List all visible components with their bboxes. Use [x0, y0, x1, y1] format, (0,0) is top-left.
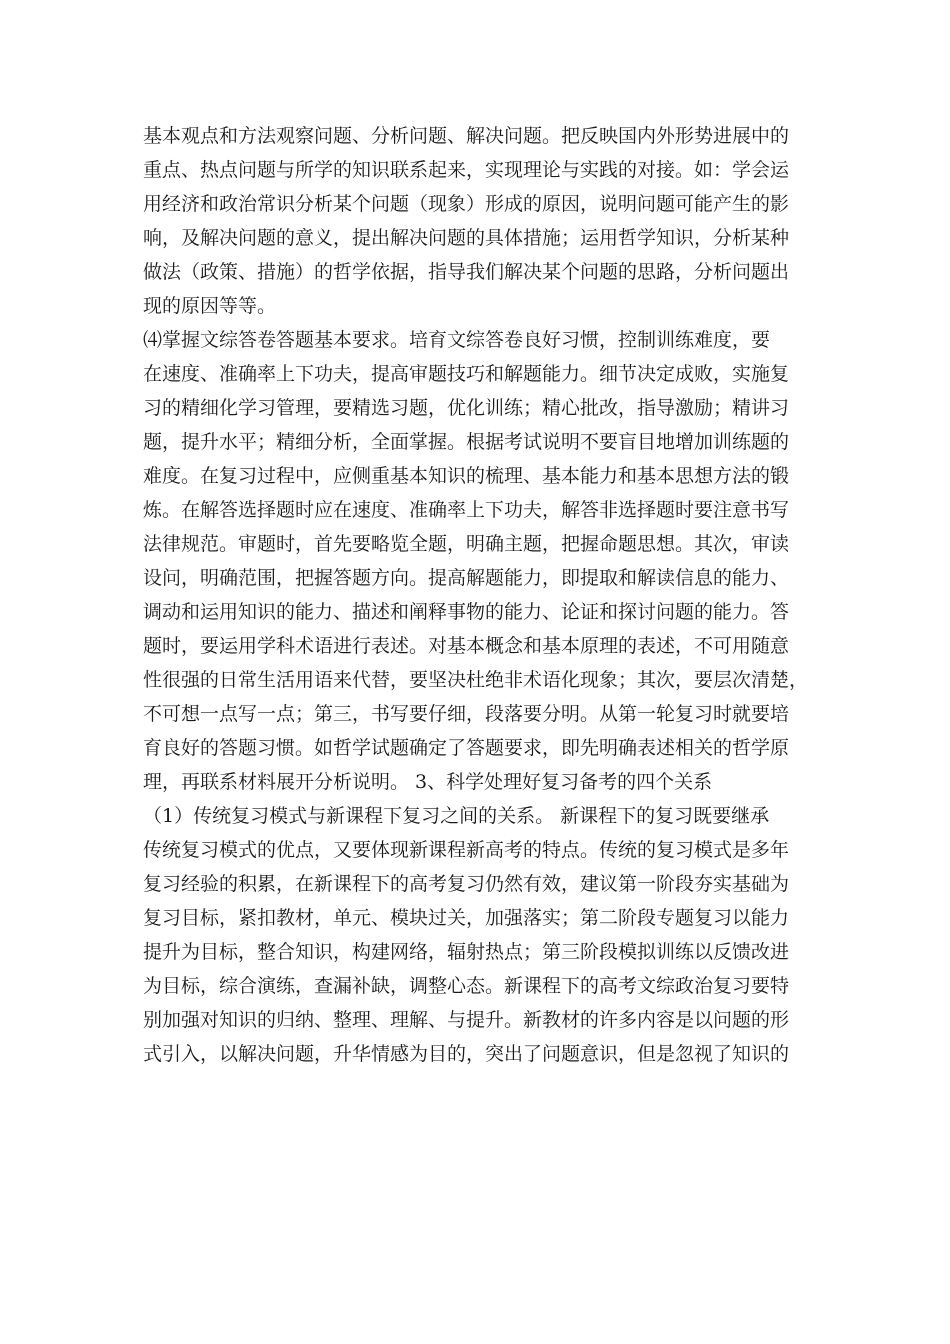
text-line: 难度。在复习过程中，应侧重基本知识的梳理、基本能力和基本思想方法的锻	[143, 465, 790, 487]
text-line: 设问，明确范围，把握答题方向。提高解题能力，即提取和解读信息的能力、	[143, 567, 790, 589]
text-line: 复习目标，紧扣教材，单元、模块过关，加强落实；第二阶段专题复习以能力	[143, 907, 790, 929]
text-line: 为目标，综合演练，查漏补缺，调整心态。新课程下的高考文综政治复习要特	[143, 975, 790, 997]
text-line: 提升为目标，整合知识，构建网络，辐射热点；第三阶段模拟训练以反馈改进	[143, 941, 790, 963]
text-line: 别加强对知识的归纳、整理、理解、与提升。新教材的许多内容是以问题的形	[143, 1009, 790, 1031]
text-line: 法律规范。审题时，首先要略览全题，明确主题，把握命题思想。其次，审读	[143, 533, 790, 555]
text-line: 题时，要运用学科术语进行表述。对基本概念和基本原理的表述，不可用随意	[143, 635, 790, 657]
text-line: 习的精细化学习管理，要精选习题，优化训练；精心批改，指导激励；精讲习	[143, 397, 790, 419]
text-line: 重点、热点问题与所学的知识联系起来，实现理论与实践的对接。如：学会运	[143, 159, 790, 181]
text-line: 理，再联系材料展开分析说明。 3、科学处理好复习备考的四个关系	[143, 771, 713, 793]
text-line: （1）传统复习模式与新课程下复习之间的关系。 新课程下的复习既要继承	[143, 805, 770, 827]
text-line: 做法（政策、措施）的哲学依据，指导我们解决某个问题的思路，分析问题出	[143, 261, 790, 283]
body-text	[143, 119, 809, 1071]
text-line: 响，及解决问题的意义，提出解决问题的具体措施；运用哲学知识，分析某种	[143, 227, 790, 249]
text-line: 现的原因等等。	[143, 295, 277, 317]
text-line: 性很强的日常生活用语来代替，要坚决杜绝非术语化现象；其次，要层次清楚，	[143, 669, 809, 691]
text-line: 调动和运用知识的能力、描述和阐释事物的能力、论证和探讨问题的能力。答	[143, 601, 790, 623]
text-line: 传统复习模式的优点，又要体现新课程新高考的特点。传统的复习模式是多年	[143, 839, 790, 861]
text-line: 用经济和政治常识分析某个问题（现象）形成的原因，说明问题可能产生的影	[143, 193, 790, 215]
text-line: 育良好的答题习惯。如哲学试题确定了答题要求，即先明确表述相关的哲学原	[143, 737, 790, 759]
text-line: 基本观点和方法观察问题、分析问题、解决问题。把反映国内外形势进展中的	[143, 125, 790, 147]
text-line: 式引入，以解决问题，升华情感为目的，突出了问题意识，但是忽视了知识的	[143, 1043, 790, 1065]
text-line: 炼。在解答选择题时应在速度、准确率上下功夫，解答非选择题时要注意书写	[143, 499, 790, 521]
text-line: 在速度、准确率上下功夫，提高审题技巧和解题能力。细节决定成败，实施复	[143, 363, 790, 385]
text-line: 题，提升水平；精细分析，全面掌握。根据考试说明不要盲目地增加训练题的	[143, 431, 790, 453]
text-line: ⑷掌握文综答卷答题基本要求。培育文综答卷良好习惯，控制训练难度，要	[143, 329, 771, 351]
text-line: 不可想一点写一点；第三，书写要仔细，段落要分明。从第一轮复习时就要培	[143, 703, 790, 725]
text-line: 复习经验的积累，在新课程下的高考复习仍然有效，建议第一阶段夯实基础为	[143, 873, 790, 895]
